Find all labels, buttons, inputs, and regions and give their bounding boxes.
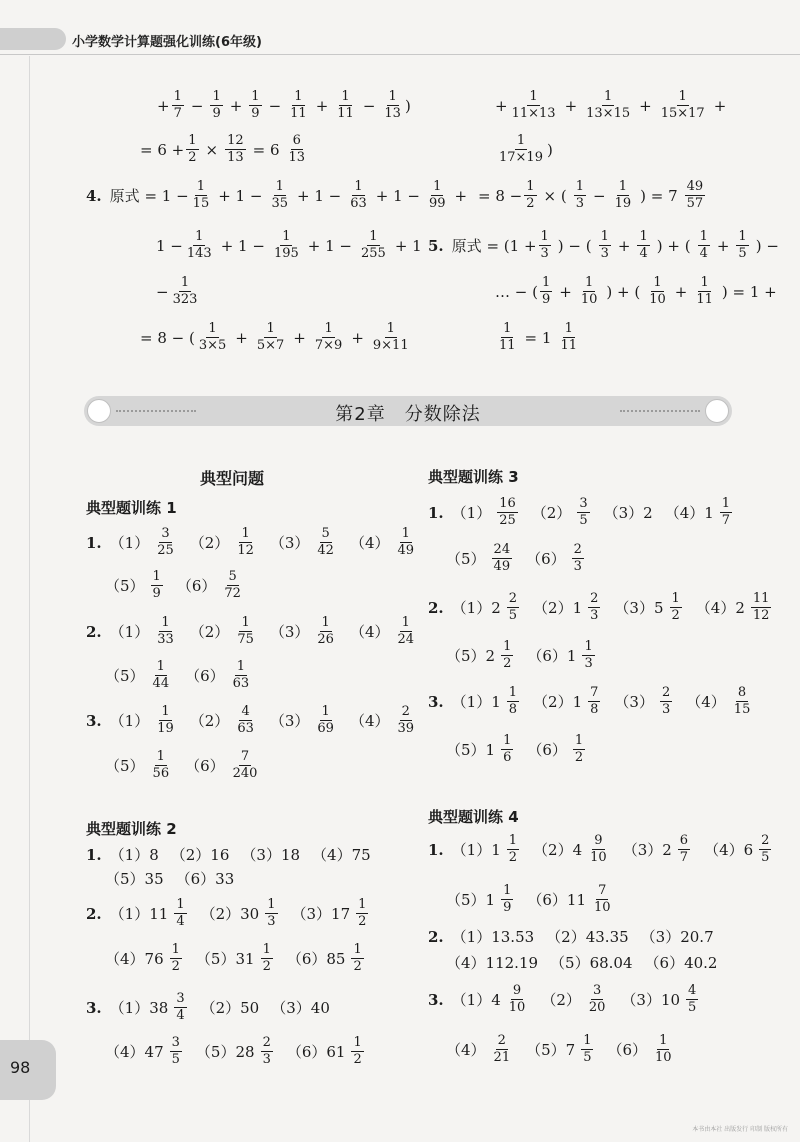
expression-text: 原式 = (1 + (451, 237, 537, 256)
answer-item: （2）30 $\frac{1}{3}$ (200, 897, 276, 930)
fraction: $\frac{1}{195}$ (273, 229, 299, 262)
problem-number: 2. (86, 622, 102, 641)
fraction: $\frac{9}{10}$ (508, 983, 526, 1016)
operator: + 1 − (218, 186, 263, 205)
problem-number: 1. (86, 533, 102, 552)
fraction: $\frac{2}{3}$ (590, 591, 599, 624)
header-divider (0, 54, 800, 55)
fraction: $\frac{3}{25}$ (157, 526, 174, 559)
solution-line (495, 322, 581, 354)
solution-line (140, 322, 413, 354)
operator: + 1 − (375, 186, 420, 205)
fraction: $\frac{1}{3}$ (540, 229, 549, 262)
fraction: $\frac{4}{63}$ (237, 704, 254, 737)
operator: + 1 − (296, 186, 342, 205)
fraction: $\frac{7}{10}$ (594, 883, 611, 916)
operator: ) − ( (557, 236, 592, 255)
fraction: $\frac{1}{3}$ (267, 897, 276, 930)
operator: + 1 − (307, 236, 352, 255)
solution-line (140, 134, 309, 166)
fraction: $\frac{1}{2}$ (508, 833, 518, 866)
fraction: $\frac{1}{9}$ (503, 883, 512, 916)
fraction: $\frac{7}{8}$ (590, 685, 599, 718)
fraction: $\frac{2}{39}$ (397, 704, 415, 737)
fraction: $\frac{1}{7}$ (721, 496, 731, 529)
fraction: $\frac{1}{7\times 9}$ (314, 321, 343, 354)
operator: − (592, 186, 606, 205)
answer-row (446, 884, 627, 916)
problem-number: 2. (86, 904, 102, 923)
answer-item: （2）4 $\frac{9}{10}$ (533, 833, 607, 866)
answer-item: （3）20.7 (640, 928, 714, 946)
operator: + (157, 96, 170, 115)
fraction: $\frac{1}{10}$ (655, 1033, 672, 1066)
fraction: $\frac{1}{35}$ (271, 179, 288, 212)
fraction: $\frac{3}{5}$ (171, 1035, 180, 1068)
fraction: $\frac{1}{75}$ (237, 615, 254, 648)
answer-item: （4） $\frac{1}{24}$ (349, 615, 415, 648)
fraction: $\frac{24}{49}$ (493, 542, 511, 575)
fraction: $\frac{11}{12}$ (752, 591, 770, 624)
answer-item: （6）11 $\frac{7}{10}$ (527, 883, 611, 916)
fraction: $\frac{1}{99}$ (428, 179, 446, 212)
fraction: $\frac{5}{42}$ (317, 526, 334, 559)
solution-line (495, 134, 553, 166)
problem-number: 2. (428, 927, 444, 946)
operator: + (229, 96, 243, 115)
expression-text: = 6 + (140, 140, 185, 159)
fraction: $\frac{1}{323}$ (172, 275, 198, 308)
fraction: $\frac{1}{4}$ (699, 229, 708, 262)
answer-item: （1）13.53 (451, 928, 535, 946)
answer-item: （4）76 $\frac{1}{2}$ (105, 942, 180, 975)
fraction: $\frac{1}{4}$ (176, 897, 185, 930)
answer-row (105, 943, 378, 975)
operator: × (205, 140, 219, 159)
fraction: $\frac{1}{3}$ (600, 229, 609, 262)
answer-row (428, 926, 726, 947)
answer-item: （2）1 $\frac{7}{8}$ (533, 685, 599, 718)
page-number: 98 (10, 1058, 31, 1077)
answer-item: （3）18 (241, 846, 301, 864)
operator: + (235, 328, 248, 347)
fraction: $\frac{3}{4}$ (176, 991, 185, 1024)
paren: ) (546, 140, 553, 159)
operator: + (559, 282, 572, 301)
answer-item: （4）1 $\frac{1}{7}$ (664, 496, 731, 529)
expression-text: = 6 (252, 140, 280, 159)
solution-line (495, 276, 782, 308)
solution-line (156, 230, 427, 262)
answer-item: （2） $\frac{3}{20}$ (541, 983, 606, 1016)
answer-item: （2） $\frac{1}{75}$ (189, 615, 254, 648)
answer-item: （6） $\frac{1}{63}$ (185, 659, 250, 692)
fraction: $\frac{1}{19}$ (157, 704, 174, 737)
answer-item: （4） $\frac{1}{49}$ (349, 526, 415, 559)
answer-item: （1） $\frac{1}{33}$ (109, 615, 174, 648)
fraction: $\frac{1}{9\times 11}$ (372, 321, 409, 354)
answer-item: （5）1 $\frac{1}{6}$ (446, 733, 512, 766)
footer-note: 本书由本社 出版发行 印制 版权所有 (692, 1126, 788, 1133)
fraction: $\frac{1}{2}$ (526, 179, 535, 212)
header-tab-decoration (0, 28, 66, 50)
banner-dashes (620, 410, 700, 412)
answer-item: （6）1 $\frac{1}{3}$ (527, 639, 593, 672)
operator: × ( (543, 186, 567, 205)
fraction: $\frac{49}{57}$ (686, 179, 704, 212)
answer-item: （4）6 $\frac{2}{5}$ (704, 833, 770, 866)
operator: + (351, 328, 364, 347)
fraction: $\frac{1}{2}$ (262, 942, 271, 975)
answer-item: （1）2 $\frac{2}{5}$ (451, 591, 518, 624)
fraction: $\frac{1}{9}$ (152, 569, 161, 602)
answer-item: （4）2 $\frac{11}{12}$ (695, 591, 770, 624)
answer-item: （5）68.04 (550, 954, 633, 972)
problem-number: 2. (428, 598, 444, 617)
fraction: $\frac{1}{10}$ (580, 275, 598, 308)
answer-row (105, 660, 265, 692)
operator: + (617, 236, 631, 255)
answer-item: （6） $\frac{5}{72}$ (176, 569, 241, 602)
paren: ) (404, 96, 411, 115)
page-header (0, 0, 800, 56)
operator: − (362, 96, 376, 115)
fraction: $\frac{1}{9}$ (212, 89, 221, 122)
fraction: $\frac{1}{2}$ (503, 639, 512, 672)
solution-line (157, 90, 411, 122)
operator: + (639, 96, 652, 115)
answer-item: （2） $\frac{3}{5}$ (531, 496, 588, 529)
fraction: $\frac{1}{33}$ (157, 615, 174, 648)
fraction: $\frac{1}{24}$ (397, 615, 415, 648)
answer-item: （1）1 $\frac{1}{8}$ (451, 685, 518, 718)
answer-item: （2）43.35 (546, 928, 629, 946)
fraction: $\frac{5}{72}$ (224, 569, 241, 602)
margin-rule (29, 56, 30, 1142)
problem-number: 1. (428, 503, 444, 522)
answer-item: （4）75 (312, 846, 371, 864)
fraction: $\frac{1}{3\times 5}$ (198, 321, 227, 354)
fraction: $\frac{1}{2}$ (358, 897, 367, 930)
answer-row (428, 686, 766, 718)
fraction: $\frac{1}{49}$ (397, 526, 415, 559)
answer-item: （5）1 $\frac{1}{9}$ (446, 883, 512, 916)
answer-item: （6） $\frac{7}{240}$ (185, 749, 258, 782)
answer-item: （6） $\frac{1}{10}$ (607, 1033, 672, 1066)
answer-item: （5）7 $\frac{1}{5}$ (526, 1033, 592, 1066)
answer-item: （2） $\frac{4}{63}$ (189, 704, 254, 737)
fraction: $\frac{1}{7}$ (173, 89, 182, 122)
operator: + (716, 236, 730, 255)
answer-row (105, 570, 257, 602)
fraction: $\frac{1}{255}$ (360, 229, 386, 262)
answer-item: （2）1 $\frac{2}{3}$ (533, 591, 599, 624)
fraction: $\frac{2}{3}$ (262, 1035, 271, 1068)
answer-item: （1）4 $\frac{9}{10}$ (451, 983, 526, 1016)
fraction: $\frac{1}{3}$ (584, 639, 593, 672)
fraction: $\frac{1}{11}$ (290, 89, 307, 122)
fraction: $\frac{1}{2}$ (188, 133, 197, 166)
chapter-title: 第2章 分数除法 (335, 404, 481, 425)
answer-item: （1）1 $\frac{1}{2}$ (451, 833, 518, 866)
answer-row (86, 616, 430, 648)
operator: + (495, 96, 508, 115)
fraction: $\frac{1}{5}$ (738, 229, 747, 262)
answer-item: （2） $\frac{1}{12}$ (189, 526, 254, 559)
answer-item: （1） $\frac{3}{25}$ (109, 526, 174, 559)
fraction: $\frac{16}{25}$ (499, 496, 516, 529)
fraction: $\frac{1}{10}$ (649, 275, 666, 308)
expression-text: + 1 (394, 236, 422, 255)
operator: − (268, 96, 282, 115)
fraction: $\frac{1}{5}$ (583, 1033, 592, 1066)
operator: + (293, 328, 306, 347)
fraction: $\frac{1}{3}$ (575, 179, 584, 212)
fraction: $\frac{1}{63}$ (232, 659, 250, 692)
answer-row (428, 984, 712, 1016)
answer-row (105, 868, 246, 889)
fraction: $\frac{7}{240}$ (232, 749, 258, 782)
operator: + (454, 186, 468, 205)
fraction: $\frac{8}{15}$ (733, 685, 751, 718)
fraction: $\frac{3}{20}$ (588, 983, 606, 1016)
fraction: $\frac{1}{56}$ (152, 749, 170, 782)
fraction: $\frac{9}{10}$ (590, 833, 607, 866)
answer-item: （3） $\frac{1}{69}$ (269, 704, 334, 737)
fraction: $\frac{1}{19}$ (614, 179, 632, 212)
fraction: $\frac{1}{12}$ (237, 526, 254, 559)
operator: + (674, 282, 688, 301)
answer-row (86, 898, 382, 930)
answer-item: （2）50 (200, 999, 260, 1018)
exercise-title: 典型题训练 2 (86, 820, 177, 838)
answer-item: （5）31 $\frac{1}{2}$ (195, 942, 271, 975)
answer-row (446, 1034, 688, 1066)
fraction: $\frac{1}{6}$ (503, 733, 512, 766)
answer-row (86, 705, 430, 737)
fraction: $\frac{6}{13}$ (288, 133, 306, 166)
operator: + (713, 96, 727, 115)
answer-item: （1）38 $\frac{3}{4}$ (109, 991, 185, 1024)
operator: + (564, 96, 578, 115)
fraction: $\frac{6}{7}$ (679, 833, 689, 866)
fraction: $\frac{1}{44}$ (152, 659, 170, 692)
answer-item: （5） $\frac{24}{49}$ (446, 542, 511, 575)
answer-item: （4）47 $\frac{3}{5}$ (105, 1035, 180, 1068)
fraction: $\frac{1}{2}$ (171, 942, 180, 975)
section-heading: 典型问题 (200, 469, 265, 488)
banner-ring-icon (705, 399, 729, 423)
fraction: $\frac{1}{69}$ (317, 704, 334, 737)
operator: ) + ( (656, 236, 691, 255)
answer-item: （3） $\frac{2}{3}$ (614, 685, 671, 718)
answer-item: （3） $\frac{5}{42}$ (269, 526, 334, 559)
answer-item: （3）40 (271, 999, 330, 1018)
answer-row (446, 734, 599, 766)
exercise-title: 典型题训练 3 (428, 468, 519, 486)
answer-item: （3）5 $\frac{1}{2}$ (614, 591, 680, 624)
operator: ) + ( (606, 282, 641, 301)
expression-text: = 8 − ( (140, 328, 195, 347)
answer-item: （2）16 (170, 846, 230, 864)
operator: ) − (755, 236, 779, 255)
answer-item: （1）8 (109, 846, 159, 864)
answer-item: （4） $\frac{8}{15}$ (686, 685, 751, 718)
solution-line (156, 276, 201, 308)
operator: − (190, 96, 204, 115)
answer-row (446, 543, 598, 575)
fraction: $\frac{4}{5}$ (688, 983, 697, 1016)
expression-text: 1 − (156, 236, 183, 255)
answer-row (86, 527, 430, 559)
solution-line (428, 230, 784, 262)
answer-item: （6） $\frac{2}{3}$ (526, 542, 582, 575)
fraction: $\frac{1}{5\times 7}$ (256, 321, 285, 354)
fraction: $\frac{2}{3}$ (661, 685, 671, 718)
answer-row (428, 834, 785, 866)
answer-row (446, 640, 609, 672)
fraction: $\frac{1}{11}$ (560, 321, 577, 354)
expression-text: = 8 − (478, 186, 523, 205)
problem-number: 1. (86, 845, 102, 864)
expression-text: 原式 = 1 − (109, 187, 189, 206)
problem-number: 3. (86, 998, 102, 1017)
answer-row (105, 750, 273, 782)
problem-number: 4. (86, 186, 102, 205)
operator: − (156, 282, 169, 301)
fraction: $\frac{1}{11}$ (696, 275, 713, 308)
answer-item: （1） $\frac{16}{25}$ (451, 496, 516, 529)
answer-item: （6）40.2 (644, 954, 718, 972)
book-title: 小学数学计算题强化训练(6年级) (72, 35, 262, 50)
fraction: $\frac{1}{2}$ (353, 1035, 362, 1068)
problem-number: 3. (428, 692, 444, 711)
answer-item: （6）61 $\frac{1}{2}$ (286, 1035, 362, 1068)
expression-text: … − ( (495, 282, 538, 301)
fraction: $\frac{1}{13}$ (384, 89, 401, 122)
fraction: $\frac{1}{13\times 15}$ (586, 89, 631, 122)
fraction: $\frac{1}{143}$ (186, 229, 212, 262)
answer-item: （6） $\frac{1}{2}$ (527, 733, 584, 766)
operator: + (315, 96, 329, 115)
answer-row (86, 844, 383, 865)
fraction: $\frac{1}{2}$ (574, 733, 584, 766)
operator: + 1 − (220, 236, 265, 255)
fraction: $\frac{2}{3}$ (573, 542, 582, 575)
problem-number: 1. (428, 840, 444, 859)
fraction: $\frac{1}{8}$ (508, 685, 518, 718)
answer-item: （5） $\frac{1}{44}$ (105, 659, 170, 692)
answer-item: （5）28 $\frac{2}{3}$ (195, 1035, 271, 1068)
answer-item: （5） $\frac{1}{56}$ (105, 749, 170, 782)
solution-line (86, 180, 472, 212)
fraction: $\frac{1}{2}$ (353, 942, 362, 975)
answer-item: （3）2 $\frac{6}{7}$ (622, 833, 689, 866)
answer-item: （5）2 $\frac{1}{2}$ (446, 639, 512, 672)
answer-item: （5）35 (105, 870, 164, 888)
answer-item: （1）11 $\frac{1}{4}$ (109, 897, 185, 930)
exercise-title: 典型题训练 1 (86, 499, 177, 517)
solution-line (495, 90, 731, 122)
fraction: $\frac{2}{5}$ (508, 591, 518, 624)
fraction: $\frac{1}{11\times 13}$ (511, 89, 556, 122)
fraction: $\frac{1}{4}$ (639, 229, 648, 262)
solution-line (478, 180, 707, 212)
expression-text: ) = 7 (640, 186, 678, 205)
fraction: $\frac{1}{11}$ (499, 321, 516, 354)
answer-row (428, 497, 746, 529)
fraction: $\frac{1}{11}$ (337, 89, 354, 122)
answer-item: （4） $\frac{2}{39}$ (349, 704, 415, 737)
answer-item: （3）17 $\frac{1}{2}$ (291, 897, 367, 930)
fraction: $\frac{1}{63}$ (350, 179, 367, 212)
answer-item: （6）85 $\frac{1}{2}$ (286, 942, 362, 975)
fraction: $\frac{1}{15\times 17}$ (660, 89, 705, 122)
fraction: $\frac{1}{26}$ (317, 615, 334, 648)
fraction: $\frac{1}{15}$ (192, 179, 210, 212)
problem-number: 5. (428, 236, 444, 255)
problem-number: 3. (428, 990, 444, 1009)
answer-item: （3）10 $\frac{4}{5}$ (621, 983, 697, 1016)
answer-item: （4） $\frac{2}{21}$ (446, 1033, 511, 1066)
answer-item: （5） $\frac{1}{9}$ (105, 569, 161, 602)
fraction: $\frac{12}{13}$ (227, 133, 244, 166)
fraction: $\frac{1}{9}$ (541, 275, 551, 308)
fraction: $\frac{2}{5}$ (761, 833, 770, 866)
answer-row (105, 1036, 378, 1068)
answer-item: （3） $\frac{1}{26}$ (269, 615, 334, 648)
expression-text: = 1 (524, 328, 552, 347)
fraction: $\frac{3}{5}$ (579, 496, 588, 529)
fraction: $\frac{2}{21}$ (493, 1033, 511, 1066)
fraction: $\frac{1}{2}$ (671, 591, 680, 624)
answer-item: （1） $\frac{1}{19}$ (109, 704, 174, 737)
answer-item: （3）2 (603, 504, 653, 523)
answer-row (446, 952, 729, 973)
fraction: $\frac{1}{9}$ (251, 89, 260, 122)
answer-item: （6）33 (175, 870, 235, 888)
answer-row (86, 992, 342, 1024)
fraction: $\frac{1}{17\times 19}$ (499, 133, 543, 166)
answer-row (428, 592, 785, 624)
chapter-banner (84, 396, 732, 426)
expression-text: ) = 1 + (721, 282, 777, 301)
problem-number: 3. (86, 711, 102, 730)
exercise-title: 典型题训练 4 (428, 808, 519, 826)
answer-item: （4）112.19 (446, 954, 539, 972)
